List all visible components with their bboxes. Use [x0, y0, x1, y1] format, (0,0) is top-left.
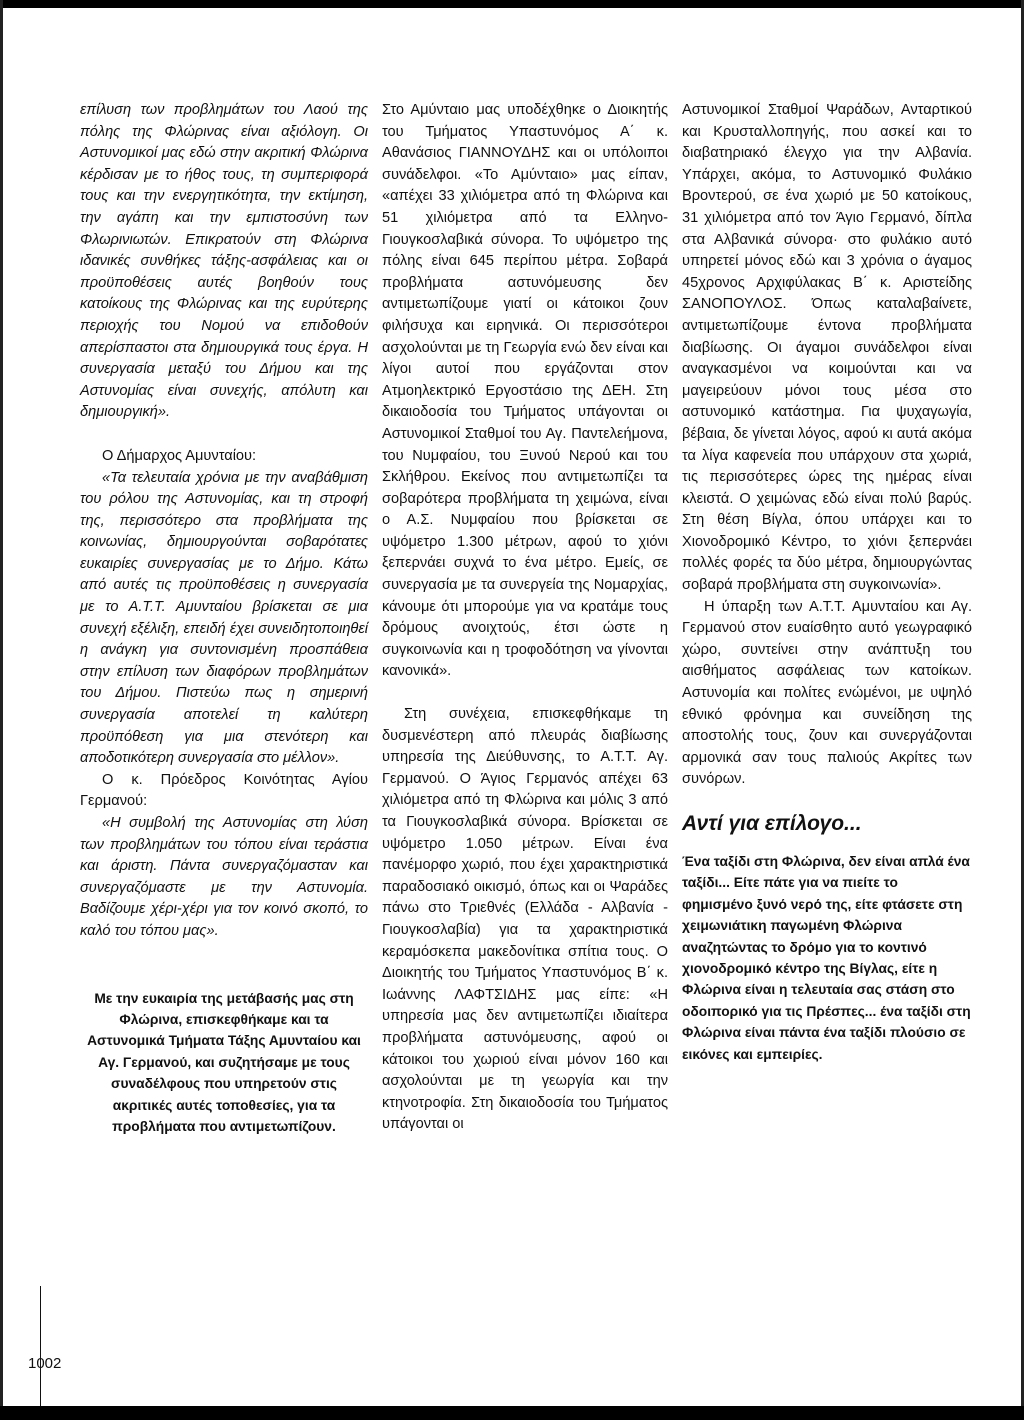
bottom-border: [0, 1406, 1024, 1420]
left-border: [0, 0, 3, 1420]
col3-paragraph-2: Η ύπαρξη των Α.Τ.Τ. Αμυνταίου και Αγ. Γερμανού στον ευαίσθητο αυτό γεωγραφικό χώρο, συντείνει στην ανάπτυξη του αισθήματος ασφάλειας των κατοίκων. Αστυνομία και πολίτες ενώμένοι, με υψηλό εθνικό φρόνημα και συνείδηση της αποστολής τους, ζουν και συνεργάζονται αρμονικά σαν τους παλιούς Ακρίτες των συνόρων.: [682, 598, 972, 788]
col3-closing-paragraph: Ένα ταξίδι στη Φλώρινα, δεν είναι απλά ένα ταξίδι... Είτε πάτε για να πιείτε το φημισμένο ξυνό νερό της, είτε φτάσετε στη χειμωνιάτικη παγωμένη Φλώρινα αναζητώντας το δρόμο για το κοντινό χιονοδρομικό κέντρο της Βίγλας, είτε η Φλώρινα είναι η τελευταία σας στάση στο οδοιπορικό για τις Πρέσπες... ένα ταξίδι στη Φλώρινα είναι πάντα ένα ταξίδι πλούσιο σε εικόνες και εμπειρίες.: [682, 854, 971, 1062]
col3-paragraph-1: Αστυνομικοί Σταθμοί Ψαράδων, Ανταρτικού και Κρυσταλλοπηγής, που ασκεί και το διαβατηριακό έλεγχο για την Αλβανία. Υπάρχει, ακόμα, το Αστυνομικό Φυλάκιο Βροντερού, σε ένα χωριό με 50 κατοίκους, 31 χιλιόμετρα από τον Άγιο Γερμανό, δίπλα στα Αλβανικά σύνορα· στο φυλάκιο αυτό υπηρετεί μόνος εδώ και 3 χρόνια ο άγαμος 45χρονος Αρχιφύλακας Β΄ κ. Αριστείδης ΣΑΝΟΠΟΥΛΟΣ. Όπως καταλαβαίνετε, αντιμετωπίζουμε έντονα προβλήματα διαβίωσης. Οι άγαμοι συνάδελφοι είναι αναγκασμένοι να κοιμούνται και να μαγειρεύουν μόνοι τους μέσα στο αστυνομικό κατάστημα. Για ψυχαγωγία, βέβαια, δε γίνεται λόγος, αφού κι αυτά ακόμα τα λίγα καφενεία που υπάρχουν στα χωριά, τις περισσότερες ώρες της ημέρας είναι κλειστά. Ο χειμώνας εδώ είναι πολύ βαρύς. Στη θέση Βίγλα, όπου υπάρχει και το Χιονοδρομικό Κέντρο, το χιόνι ξεπερνάει πολλές φορές τα δύο μέτρα, δημιουργώντας σοβαρά προβλήματα στη συγκοινωνία».: [682, 102, 972, 594]
col2-paragraph-1: Στο Αμύνταιο μας υποδέχθηκε ο Διοικητής του Τμήματος Υπαστυνόμος Α΄ κ. Αθανάσιος ΓΙΑΝΝΟΥΔΗΣ και οι υπόλοιποι συνάδελφοι. «Το Αμύνταιο» μας είπαν, «απέχει 33 χιλιόμετρα από τη Φλώρινα και 51 χιλιόμετρα από τα Ελληνο-Γιουγκοσλαβικά σύνορα. Το υψόμετρο της πόλης είναι 645 περίπου μέτρα. Σοβαρά προβλήματα αστυνόμευσης δεν αντιμετωπίζουμε γιατί οι κάτοικοι ζουν φιλήσυχα και ειρηνικά. Οι περισσότεροι ασχολούνται με τη Γεωργία ενώ δεν είναι και λίγοι αυτοί που εργάζονται στον Ατμοηλεκτρικό Εργοστάσιο της ΔΕΗ. Στη δικαιοδοσία του Τμήματος υπάγονται οι Αστυνομικοί Σταθμοί του Αγ. Παντελεήμονα, του Νυμφαίου, του Ξυνού Νερού και του Σκλήθρου. Εκείνος που αντιμετωπίζει τα σοβαρότερα προβλήματα τη χειμώνα, είναι ο Α.Σ. Νυμφαίου που βρίσκεται σε υψόμετρο 1.300 μέτρων, αφού το χιόνι ξεπερνάει συχνά το ένα μέτρο. Εμείς, σε συνεργασία με τα συνεργεία της Νομαρχίας, κάνουμε ότι μπορούμε για να κρατάμε τους δρόμους ανοιχτούς, έτσι ώστε η συγκοινωνία και η τροφοδότηση να γίνονται κανονικά».: [382, 102, 668, 680]
top-border: [0, 0, 1024, 8]
column-1: [80, 100, 368, 1137]
col1-mayor-quote: «Τα τελευταία χρόνια με την αναβάθμιση του ρόλου της Αστυνομίας, και τη στροφή της, περισσότερο στα προβλήματα της κοινωνίας, δημιουργούνται σοβαρότατες ευκαιρίες συνεργασίας με το Δήμο. Κάτω από αυτές τις προϋποθέσεις η συνεργασία με το Α.Τ.Τ. Αμυνταίου βρίσκεται σε μια συνεχή εξέλιξη, επειδή έχει συνειδητοποιηθεί η ανάγκη για συντονισμένη προσπάθεια στην επίλυση των διαφόρων προβλημάτων του Δήμου. Πιστεύω πως η σημερινή συνεργασία αποτελεί τη καλύτερη προϋπόθεση για μια στενότερη και αποδοτικότερη συνεργασία στο μέλλον».: [80, 469, 368, 767]
page-number: 1002: [28, 1355, 62, 1372]
col1-president-intro: Ο κ. Πρόεδρος Κοινότητας Αγίου Γερμανού:: [80, 771, 368, 810]
col1-paragraph-1: επίλυση των προβλημάτων του Λαού της πόλης της Φλώρινας είναι αξιόλογη. Οι Αστυνομικοί μας εδώ στην ακριτική Φλώρινα κέρδισαν με το ήθος τους, τη συμπεριφορά τους και την ενεργητικότητα, την εκτίμηση, την αγάπη και την εμπιστοσύνη των Φλωρινιωτών. Επικρατούν στη Φλώρινα ιδανικές συνθήκες τάξης-ασφάλειας και οι προϋποθέσεις αυτές βοηθούν τους κατοίκους της Φλώρινας και της ευρύτερης περιοχής του Νομού να επιδοθούν απερίσπαστοι στα δημιουργικά τους έργα. Η συνεργασία μεταξύ του Δήμου και της Αστυνομίας είναι συνεχής, απόλυτη και δημιουργική».: [80, 102, 368, 421]
page-number-rule: [40, 1286, 41, 1406]
col2-paragraph-2: Στη συνέχεια, επισκεφθήκαμε τη δυσμενέστερη από πλευράς διαβίωσης υπηρεσία της Διεύθυνσης, το Α.Τ.Τ. Αγ. Γερμανού. Ο Άγιος Γερμανός απέχει 63 χιλιόμετρα από τη Φλώρινα και μόλις 3 από τα Γιουγκοσλαβικά σύνορα. Βρίσκεται σε υψόμετρο 1.050 μέτρων. Είναι ένα πανέμορφο χωριό, που έχει χαρακτηριστικά παραδοσιακό οικισμό, όπως και οι Ψαράδες πάνω στο Τριεθνές (Ελλάδα - Αλβανία - Γιουγκοσλαβία) για τα χαρακτηριστικά κεραμόσκεπα μακεδονίτικα σπίτια τους. Ο Διοικητής του Τμήματος Υπαστυνόμος Β΄ κ. Ιωάννης ΛΑΦΤΣΙΔΗΣ μας είπε: «Η υπηρεσία μας δεν αντιμετωπίζει ιδιαίτερα προβλήματα αστυνόμευσης, αφού οι κάτοικοι του χωριού είναι μόνον 160 και ασχολούνται με τη γεωργία και την κτηνοτροφία. Στη δικαιοδοσία του Τμήματος υπάγονται οι: [382, 706, 668, 1133]
column-3: [682, 100, 972, 1065]
col3-heading: Αντί για επίλογο...: [682, 812, 862, 835]
col1-mayor-intro: Ο Δήμαρχος Αμυνταίου:: [102, 447, 257, 464]
col1-president-quote: «Η συμβολή της Αστυνομίας στη λύση των προβλημάτων του τόπου είναι τεράστια και άριστη. Πάντα συνεργαζόμασταν και συνεργαζόμαστε με την Αστυνομία. Βαδίζουμε χέρι-χέρι για τον κοινό σκοπό, το καλό του τόπου μας».: [80, 815, 368, 939]
col1-bold-paragraph: Με την ευκαιρία της μετάβασής μας στη Φλώρινα, επισκεφθήκαμε και τα Αστυνομικά Τμήματα Τάξης Αμυνταίου και Αγ. Γερμανού, και συζητήσαμε με τους συναδέλφους που υπηρετούν στις ακριτικές αυτές τοποθεσίες, για τα προβλήματα που αντιμετωπίζουν.: [87, 990, 361, 1134]
column-2: [382, 100, 668, 1136]
